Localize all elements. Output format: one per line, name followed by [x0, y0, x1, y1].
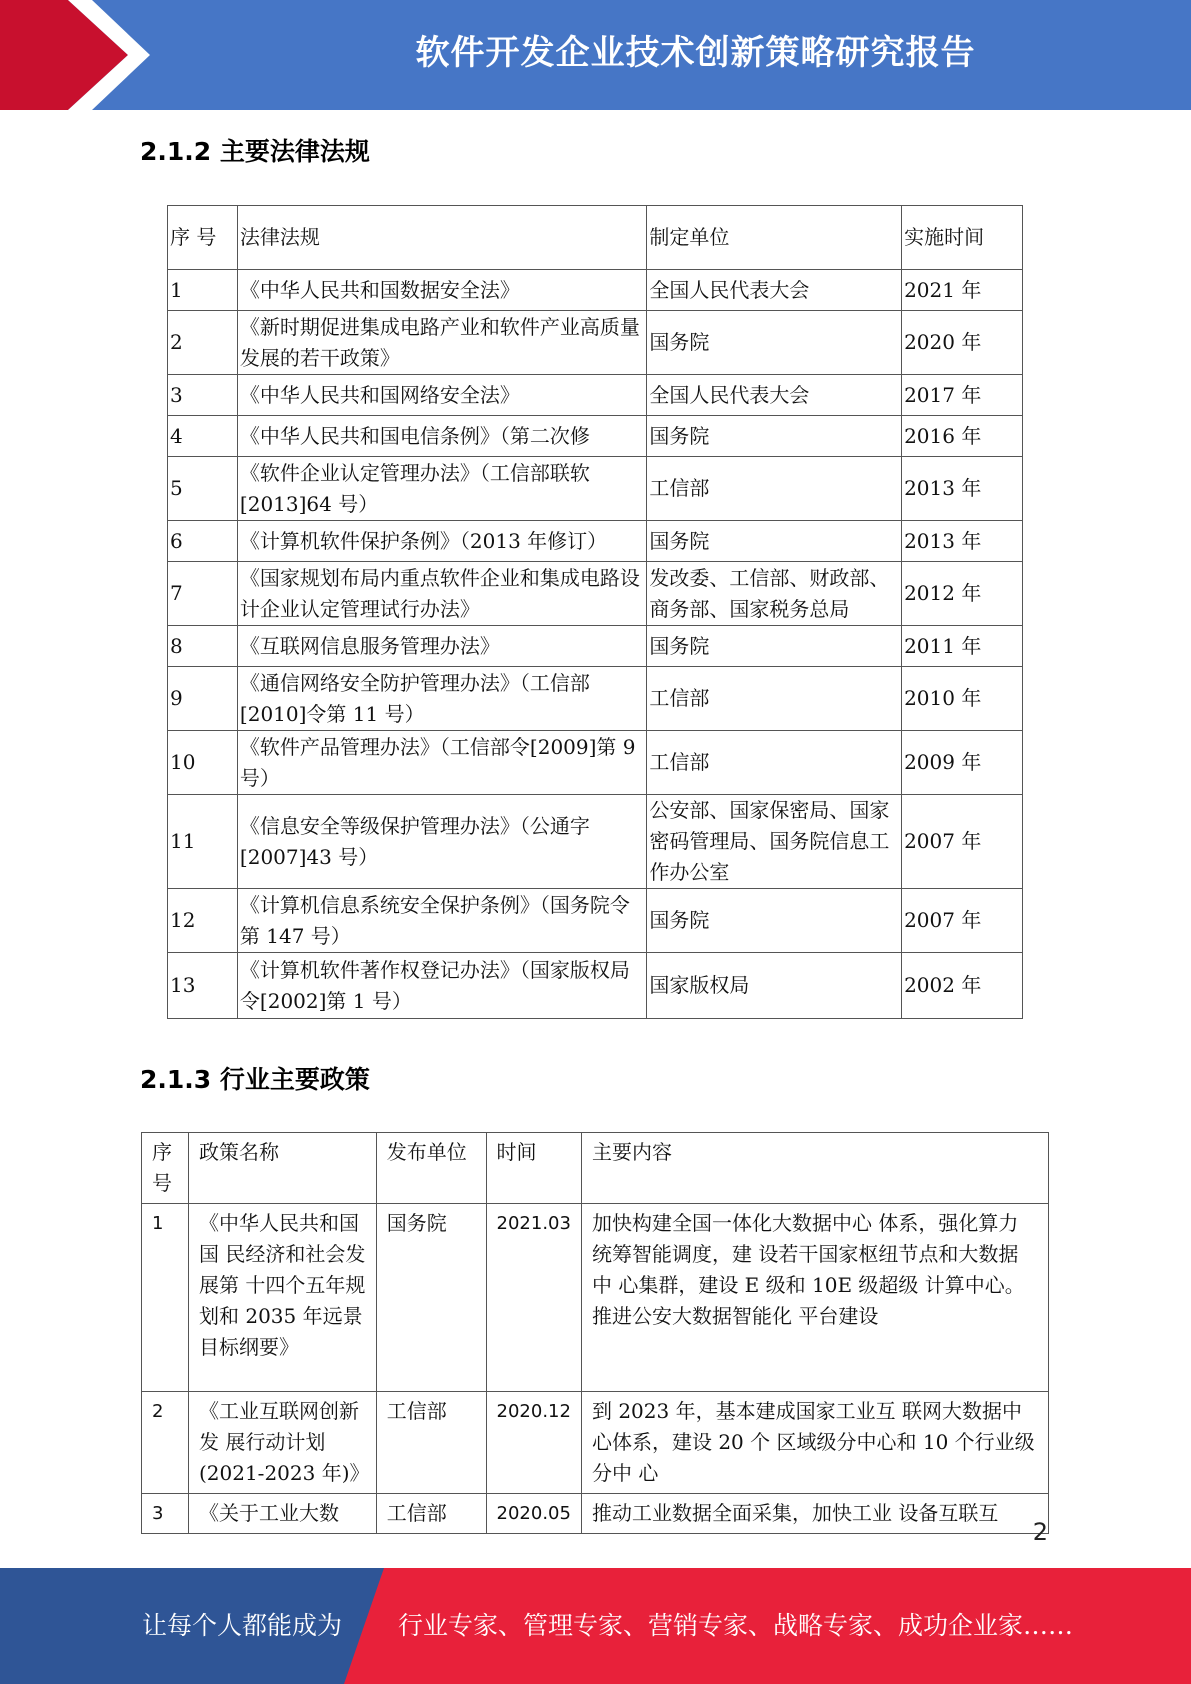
- policy-content: 推动工业数据全面采集，加快工业 设备互联互: [581, 1494, 1048, 1534]
- table-row: [142, 1204, 1049, 1392]
- row-number: 3: [168, 375, 238, 416]
- column-header: 主要内容: [581, 1133, 1048, 1204]
- row-number: 12: [168, 889, 238, 953]
- policy-name: 《工业互联网创新发 展行动计划(2021-2023 年)》: [188, 1392, 376, 1494]
- law-name: 《中华人民共和国电信条例》（第二次修: [237, 416, 647, 457]
- issuer: 全国人民代表大会: [647, 270, 902, 311]
- row-number: 2: [142, 1392, 189, 1494]
- law-name: 《通信网络安全防护管理办法》（工信部[2010]令第 11 号）: [237, 667, 647, 731]
- effective-year: 2002 年: [902, 953, 1023, 1019]
- column-header: 制定单位: [647, 206, 902, 270]
- column-header: 实施时间: [902, 206, 1023, 270]
- page-number: 2: [1032, 1518, 1048, 1546]
- table-row: [168, 953, 1023, 1019]
- issuer: 国务院: [647, 626, 902, 667]
- table-row: [168, 562, 1023, 626]
- row-number: 13: [168, 953, 238, 1019]
- column-header: 发布单位: [376, 1133, 486, 1204]
- issuer: 工信部: [647, 731, 902, 795]
- table-row: [168, 270, 1023, 311]
- issuer: 国务院: [647, 416, 902, 457]
- issuer: 国家版权局: [647, 953, 902, 1019]
- policy-name: 《中华人民共和国国 民经济和社会发展第 十四个五年规划和 2035 年远景目标纲要》: [188, 1204, 376, 1392]
- issuer: 国务院: [647, 311, 902, 375]
- row-number: 5: [168, 457, 238, 521]
- section-heading-laws: 2.1.2 主要法律法规: [140, 137, 370, 166]
- law-name: 《互联网信息服务管理办法》: [237, 626, 647, 667]
- report-title: 软件开发企业技术创新策略研究报告: [415, 33, 976, 73]
- law-name: 《软件企业认定管理办法》（工信部联软[2013]64 号）: [237, 457, 647, 521]
- table-header-row: [142, 1133, 1049, 1204]
- publisher: 工信部: [376, 1494, 486, 1534]
- row-number: 2: [168, 311, 238, 375]
- row-number: 9: [168, 667, 238, 731]
- effective-year: 2009 年: [902, 731, 1023, 795]
- effective-year: 2016 年: [902, 416, 1023, 457]
- effective-year: 2012 年: [902, 562, 1023, 626]
- table-row: [168, 521, 1023, 562]
- effective-year: 2013 年: [902, 457, 1023, 521]
- law-name: 《国家规划布局内重点软件企业和集成电路设计企业认定管理试行办法》: [237, 562, 647, 626]
- table-row: [168, 889, 1023, 953]
- row-number: 1: [142, 1204, 189, 1392]
- row-number: 4: [168, 416, 238, 457]
- issuer: 发改委、工信部、财政部、商务部、国家税务总局: [647, 562, 902, 626]
- row-number: 6: [168, 521, 238, 562]
- issuer: 国务院: [647, 521, 902, 562]
- effective-year: 2011 年: [902, 626, 1023, 667]
- page-header: [0, 0, 1191, 110]
- law-name: 《中华人民共和国数据安全法》: [237, 270, 647, 311]
- publisher: 国务院: [376, 1204, 486, 1392]
- table-row: [142, 1494, 1049, 1534]
- policy-content: 加快构建全国一体化大数据中心 体系，强化算力统筹智能调度，建 设若干国家枢纽节点和大数据中 心集群，建设 E 级和 10E 级超级 计算中心。推进公安大数据智能化 平台建设: [581, 1204, 1048, 1392]
- publisher: 工信部: [376, 1392, 486, 1494]
- table-row: [168, 795, 1023, 889]
- effective-year: 2010 年: [902, 667, 1023, 731]
- law-name: 《计算机软件保护条例》（2013 年修订）: [237, 521, 647, 562]
- effective-year: 2007 年: [902, 795, 1023, 889]
- table-row: [168, 416, 1023, 457]
- issuer: 公安部、国家保密局、国家密码管理局、国务院信息工作办公室: [647, 795, 902, 889]
- effective-year: 2021 年: [902, 270, 1023, 311]
- table-row: [168, 667, 1023, 731]
- issuer: 全国人民代表大会: [647, 375, 902, 416]
- laws-table: [167, 205, 1023, 1019]
- law-name: 《计算机软件著作权登记办法》（国家版权局令[2002]第 1 号）: [237, 953, 647, 1019]
- publish-date: 2020.05: [486, 1494, 581, 1534]
- column-header: 法律法规: [237, 206, 647, 270]
- issuer: 工信部: [647, 457, 902, 521]
- issuer: 工信部: [647, 667, 902, 731]
- footer-slogan-right: 行业专家、管理专家、营销专家、战略专家、成功企业家……: [398, 1611, 1074, 1640]
- table-row: [142, 1392, 1049, 1494]
- effective-year: 2007 年: [902, 889, 1023, 953]
- table-row: [168, 731, 1023, 795]
- table-row: [168, 311, 1023, 375]
- row-number: 1: [168, 270, 238, 311]
- law-name: 《信息安全等级保护管理办法》（公通字[2007]43 号）: [237, 795, 647, 889]
- row-number: 7: [168, 562, 238, 626]
- policies-table: [141, 1132, 1049, 1534]
- table-row: [168, 626, 1023, 667]
- table-row: [168, 375, 1023, 416]
- law-name: 《计算机信息系统安全保护条例》（国务院令第 147 号）: [237, 889, 647, 953]
- section-heading-policies: 2.1.3 行业主要政策: [140, 1065, 370, 1094]
- effective-year: 2020 年: [902, 311, 1023, 375]
- header-arrow-decoration: [0, 0, 200, 110]
- policy-content: 到 2023 年，基本建成国家工业互 联网大数据中心体系，建设 20 个 区域级分中心和 10 个行业级分中 心: [581, 1392, 1048, 1494]
- policy-name: 《关于工业大数: [188, 1494, 376, 1534]
- table-header-row: [168, 206, 1023, 270]
- law-name: 《中华人民共和国网络安全法》: [237, 375, 647, 416]
- column-header: 序 号: [168, 206, 238, 270]
- publish-date: 2021.03: [486, 1204, 581, 1392]
- row-number: 11: [168, 795, 238, 889]
- footer-slogan-left: 让每个人都能成为: [142, 1611, 343, 1640]
- law-name: 《新时期促进集成电路产业和软件产业高质量发展的若干政策》: [237, 311, 647, 375]
- page-footer: [0, 1568, 1191, 1684]
- row-number: 10: [168, 731, 238, 795]
- effective-year: 2017 年: [902, 375, 1023, 416]
- column-header: 序号: [142, 1133, 189, 1204]
- law-name: 《软件产品管理办法》（工信部令[2009]第 9 号）: [237, 731, 647, 795]
- row-number: 3: [142, 1494, 189, 1534]
- column-header: 政策名称: [188, 1133, 376, 1204]
- row-number: 8: [168, 626, 238, 667]
- effective-year: 2013 年: [902, 521, 1023, 562]
- column-header: 时间: [486, 1133, 581, 1204]
- table-row: [168, 457, 1023, 521]
- issuer: 国务院: [647, 889, 902, 953]
- publish-date: 2020.12: [486, 1392, 581, 1494]
